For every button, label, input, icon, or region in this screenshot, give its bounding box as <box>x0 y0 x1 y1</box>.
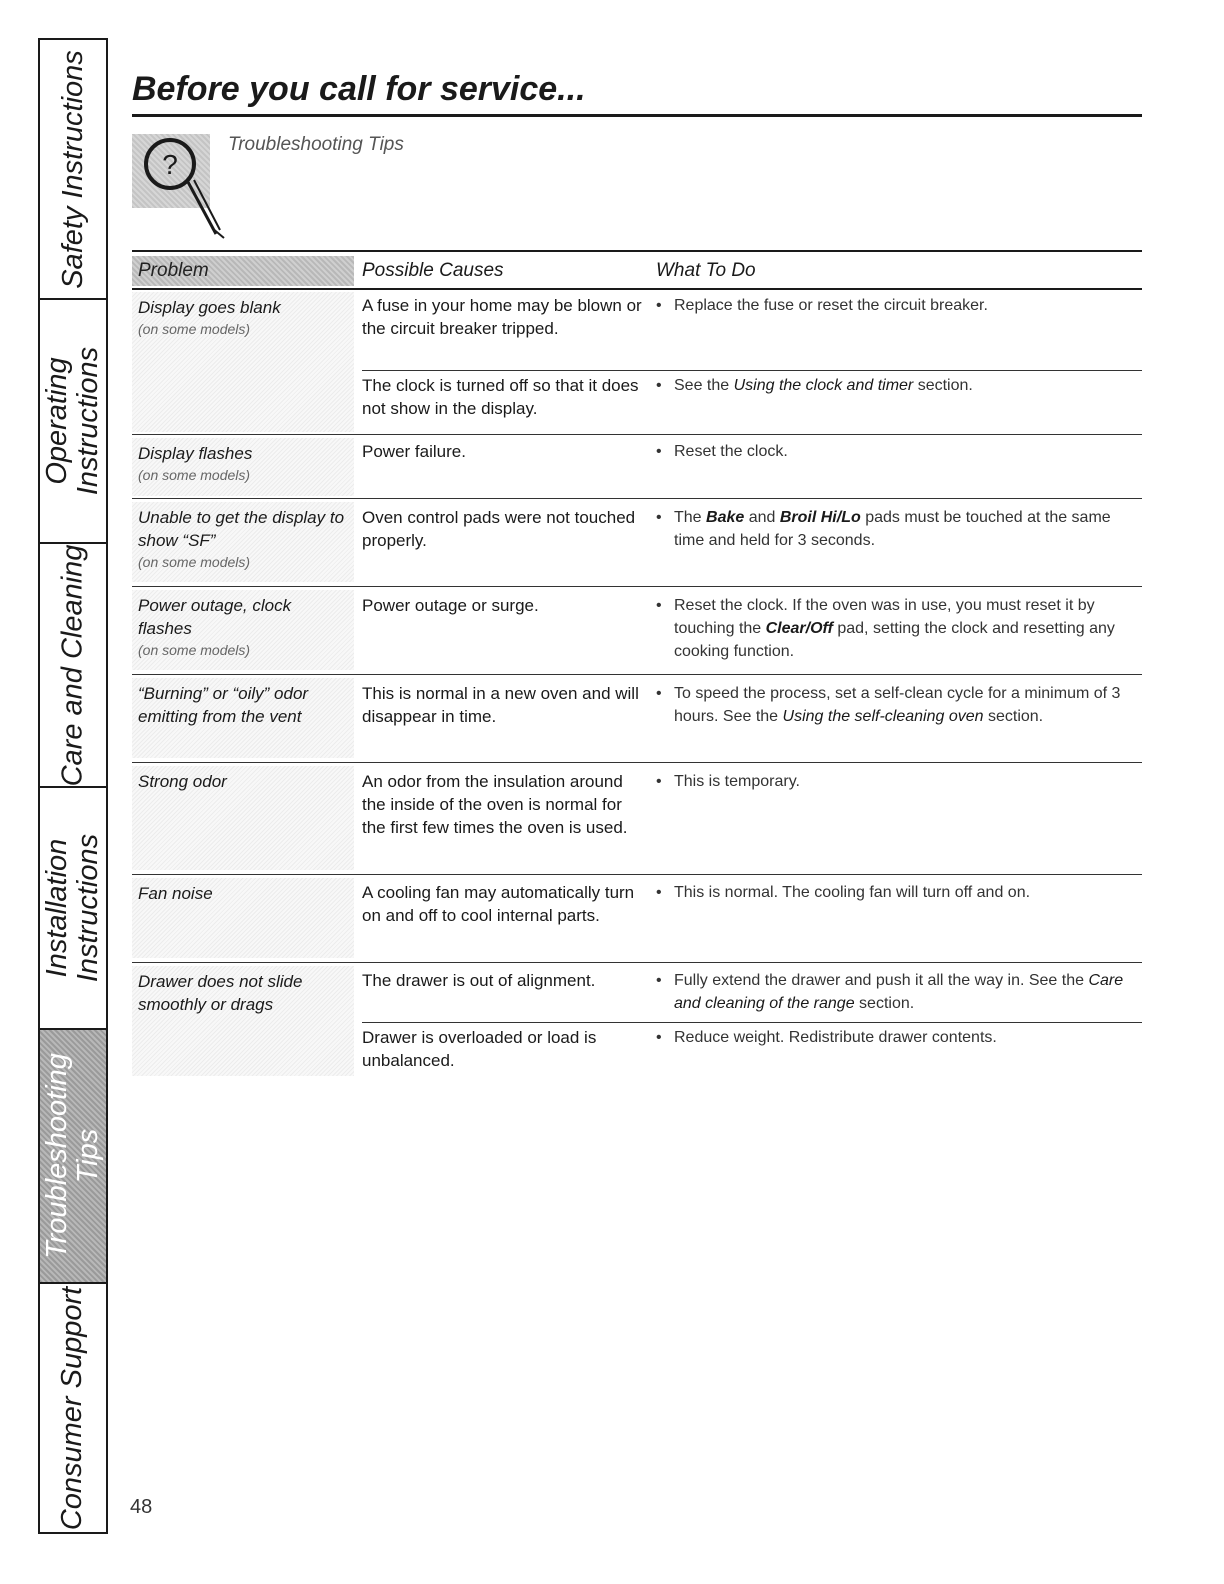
page-number: 48 <box>130 1496 153 1518</box>
possible-cause: The clock is turned off so that it does not show in the display. <box>362 376 639 418</box>
tab-label: Safety Instructions <box>56 49 89 289</box>
tab-operating-instructions[interactable] <box>40 300 106 544</box>
table-row-problem <box>132 502 354 582</box>
possible-cause: Oven control pads were not touched properly. <box>362 508 636 550</box>
table-row-problem <box>132 590 354 670</box>
todo-text: pads must be touched at the same time and held for 3 seconds. <box>674 509 1111 549</box>
problem-title: Display flashes <box>138 444 253 463</box>
possible-cause: This is normal in a new oven and will disappear in time. <box>362 684 639 726</box>
bullet-icon: • <box>656 597 662 614</box>
problem-title: Drawer does not slide smoothly or drags <box>138 972 303 1014</box>
table-row-problem <box>132 766 354 870</box>
what-to-do <box>656 506 1126 552</box>
problem-note: (on some models) <box>138 642 251 658</box>
row-subdivider <box>362 1022 1142 1023</box>
todo-text: To speed the process, set a self-clean cycle for a minimum of 3 hours. See the <box>674 685 1121 725</box>
problem-note: (on some models) <box>138 467 251 483</box>
todo-reference: Using the clock and timer <box>733 377 914 394</box>
bullet-icon: • <box>656 1029 662 1046</box>
row-rule <box>132 874 1142 875</box>
tab-label: Consumer Support <box>56 1286 89 1530</box>
what-to-do <box>656 440 1126 463</box>
tab-label: Care and Cleaning <box>56 544 89 786</box>
todo-text: Fully extend the drawer and push it all the way in. See the <box>674 972 1089 989</box>
what-to-do <box>656 969 1126 1015</box>
section-subtitle: Troubleshooting Tips <box>228 134 404 155</box>
possible-cause: A fuse in your home may be blown or the circuit breaker tripped. <box>362 296 642 338</box>
tab-label-text: Installation Instructions <box>41 833 105 983</box>
table-row-problem <box>132 878 354 958</box>
what-to-do <box>656 770 1126 793</box>
todo-text: Replace the fuse or reset the circuit breaker. <box>674 297 988 314</box>
column-header-possible-causes: Possible Causes <box>362 260 504 281</box>
tab-label <box>42 834 104 982</box>
tab-consumer-support[interactable] <box>40 1284 106 1532</box>
row-rule <box>132 586 1142 587</box>
pad-name: Bake <box>706 509 745 526</box>
problem-title: Unable to get the display to show “SF” <box>138 508 345 550</box>
table-row-problem <box>132 438 354 496</box>
row-subdivider <box>362 370 1142 371</box>
pad-name: Clear/Off <box>765 620 833 637</box>
possible-cause: Drawer is overloaded or load is unbalanced. <box>362 1028 597 1070</box>
bullet-icon: • <box>656 377 662 394</box>
what-to-do <box>656 594 1126 663</box>
table-row-problem <box>132 678 354 758</box>
question-glyph: ? <box>162 149 178 180</box>
tab-label-text: Operating Instructions <box>41 346 105 496</box>
possible-cause: An odor from the insulation around the inside of the oven is normal for the first few times the oven is used. <box>362 772 628 837</box>
table-row-problem <box>132 292 354 432</box>
bullet-icon: • <box>656 884 662 901</box>
row-rule <box>132 498 1142 499</box>
bullet-icon: • <box>656 509 662 526</box>
problem-title: Power outage, clock flashes <box>138 596 292 638</box>
what-to-do <box>656 374 1126 397</box>
table-row-problem <box>132 966 354 1076</box>
possible-cause: The drawer is out of alignment. <box>362 971 596 990</box>
tab-label <box>42 1053 104 1259</box>
todo-text: The <box>674 509 707 526</box>
todo-text: Reduce weight. Redistribute drawer contents. <box>674 1029 997 1046</box>
tab-troubleshooting-tips[interactable] <box>40 1030 106 1284</box>
tab-care-and-cleaning[interactable] <box>40 544 106 788</box>
todo-text: and <box>744 509 780 526</box>
what-to-do <box>656 1026 1126 1049</box>
problem-title: Strong odor <box>138 772 227 791</box>
problem-note: (on some models) <box>138 554 251 570</box>
question-magnifier-icon <box>132 134 210 208</box>
todo-text: section. <box>983 708 1044 725</box>
what-to-do <box>656 294 1126 317</box>
row-rule <box>132 962 1142 963</box>
pad-name: Broil Hi/Lo <box>779 509 861 526</box>
todo-reference: Using the self-cleaning oven <box>782 708 984 725</box>
column-header-what-to-do: What To Do <box>656 260 756 281</box>
todo-text: section. <box>854 995 915 1012</box>
bullet-icon: • <box>656 685 662 702</box>
todo-text: Reset the clock. If the oven was in use, you must reset it by touching the <box>674 597 1095 637</box>
problem-title: Fan noise <box>138 884 213 903</box>
problem-title: Display goes blank <box>138 298 281 317</box>
title-rule <box>132 114 1142 117</box>
bullet-icon: • <box>656 297 662 314</box>
row-rule <box>132 674 1142 675</box>
todo-text: section. <box>913 377 973 394</box>
row-rule <box>132 434 1142 435</box>
column-header-problem: Problem <box>132 256 354 286</box>
table-top-rule <box>132 250 1142 252</box>
tab-safety-instructions[interactable] <box>40 40 106 300</box>
bullet-icon: • <box>656 773 662 790</box>
tab-label-text: Troubleshooting Tips <box>41 1053 105 1259</box>
possible-cause: A cooling fan may automatically turn on and off to cool internal parts. <box>362 883 635 925</box>
tab-label <box>42 347 104 495</box>
bullet-icon: • <box>656 443 662 460</box>
problem-note: (on some models) <box>138 321 251 337</box>
todo-text: This is temporary. <box>674 773 800 790</box>
what-to-do <box>656 881 1126 904</box>
todo-text: See the <box>674 377 734 394</box>
page-title: Before you call for service... <box>132 70 586 108</box>
problem-title: “Burning” or “oily” odor emitting from the vent <box>138 684 309 726</box>
tab-installation-instructions[interactable] <box>40 788 106 1030</box>
bullet-icon: • <box>656 972 662 989</box>
possible-cause: Power outage or surge. <box>362 596 539 615</box>
todo-text: Reset the clock. <box>674 443 788 460</box>
row-rule <box>132 762 1142 763</box>
header-rule <box>132 288 1142 290</box>
section-tabs <box>38 38 108 1534</box>
todo-reference: Care and cleaning of the range <box>674 972 1124 1012</box>
possible-cause: Power failure. <box>362 442 466 461</box>
todo-text: pad, setting the clock and resetting any cooking function. <box>674 620 1115 660</box>
what-to-do <box>656 682 1126 728</box>
todo-text: This is normal. The cooling fan will turn off and on. <box>674 884 1031 901</box>
